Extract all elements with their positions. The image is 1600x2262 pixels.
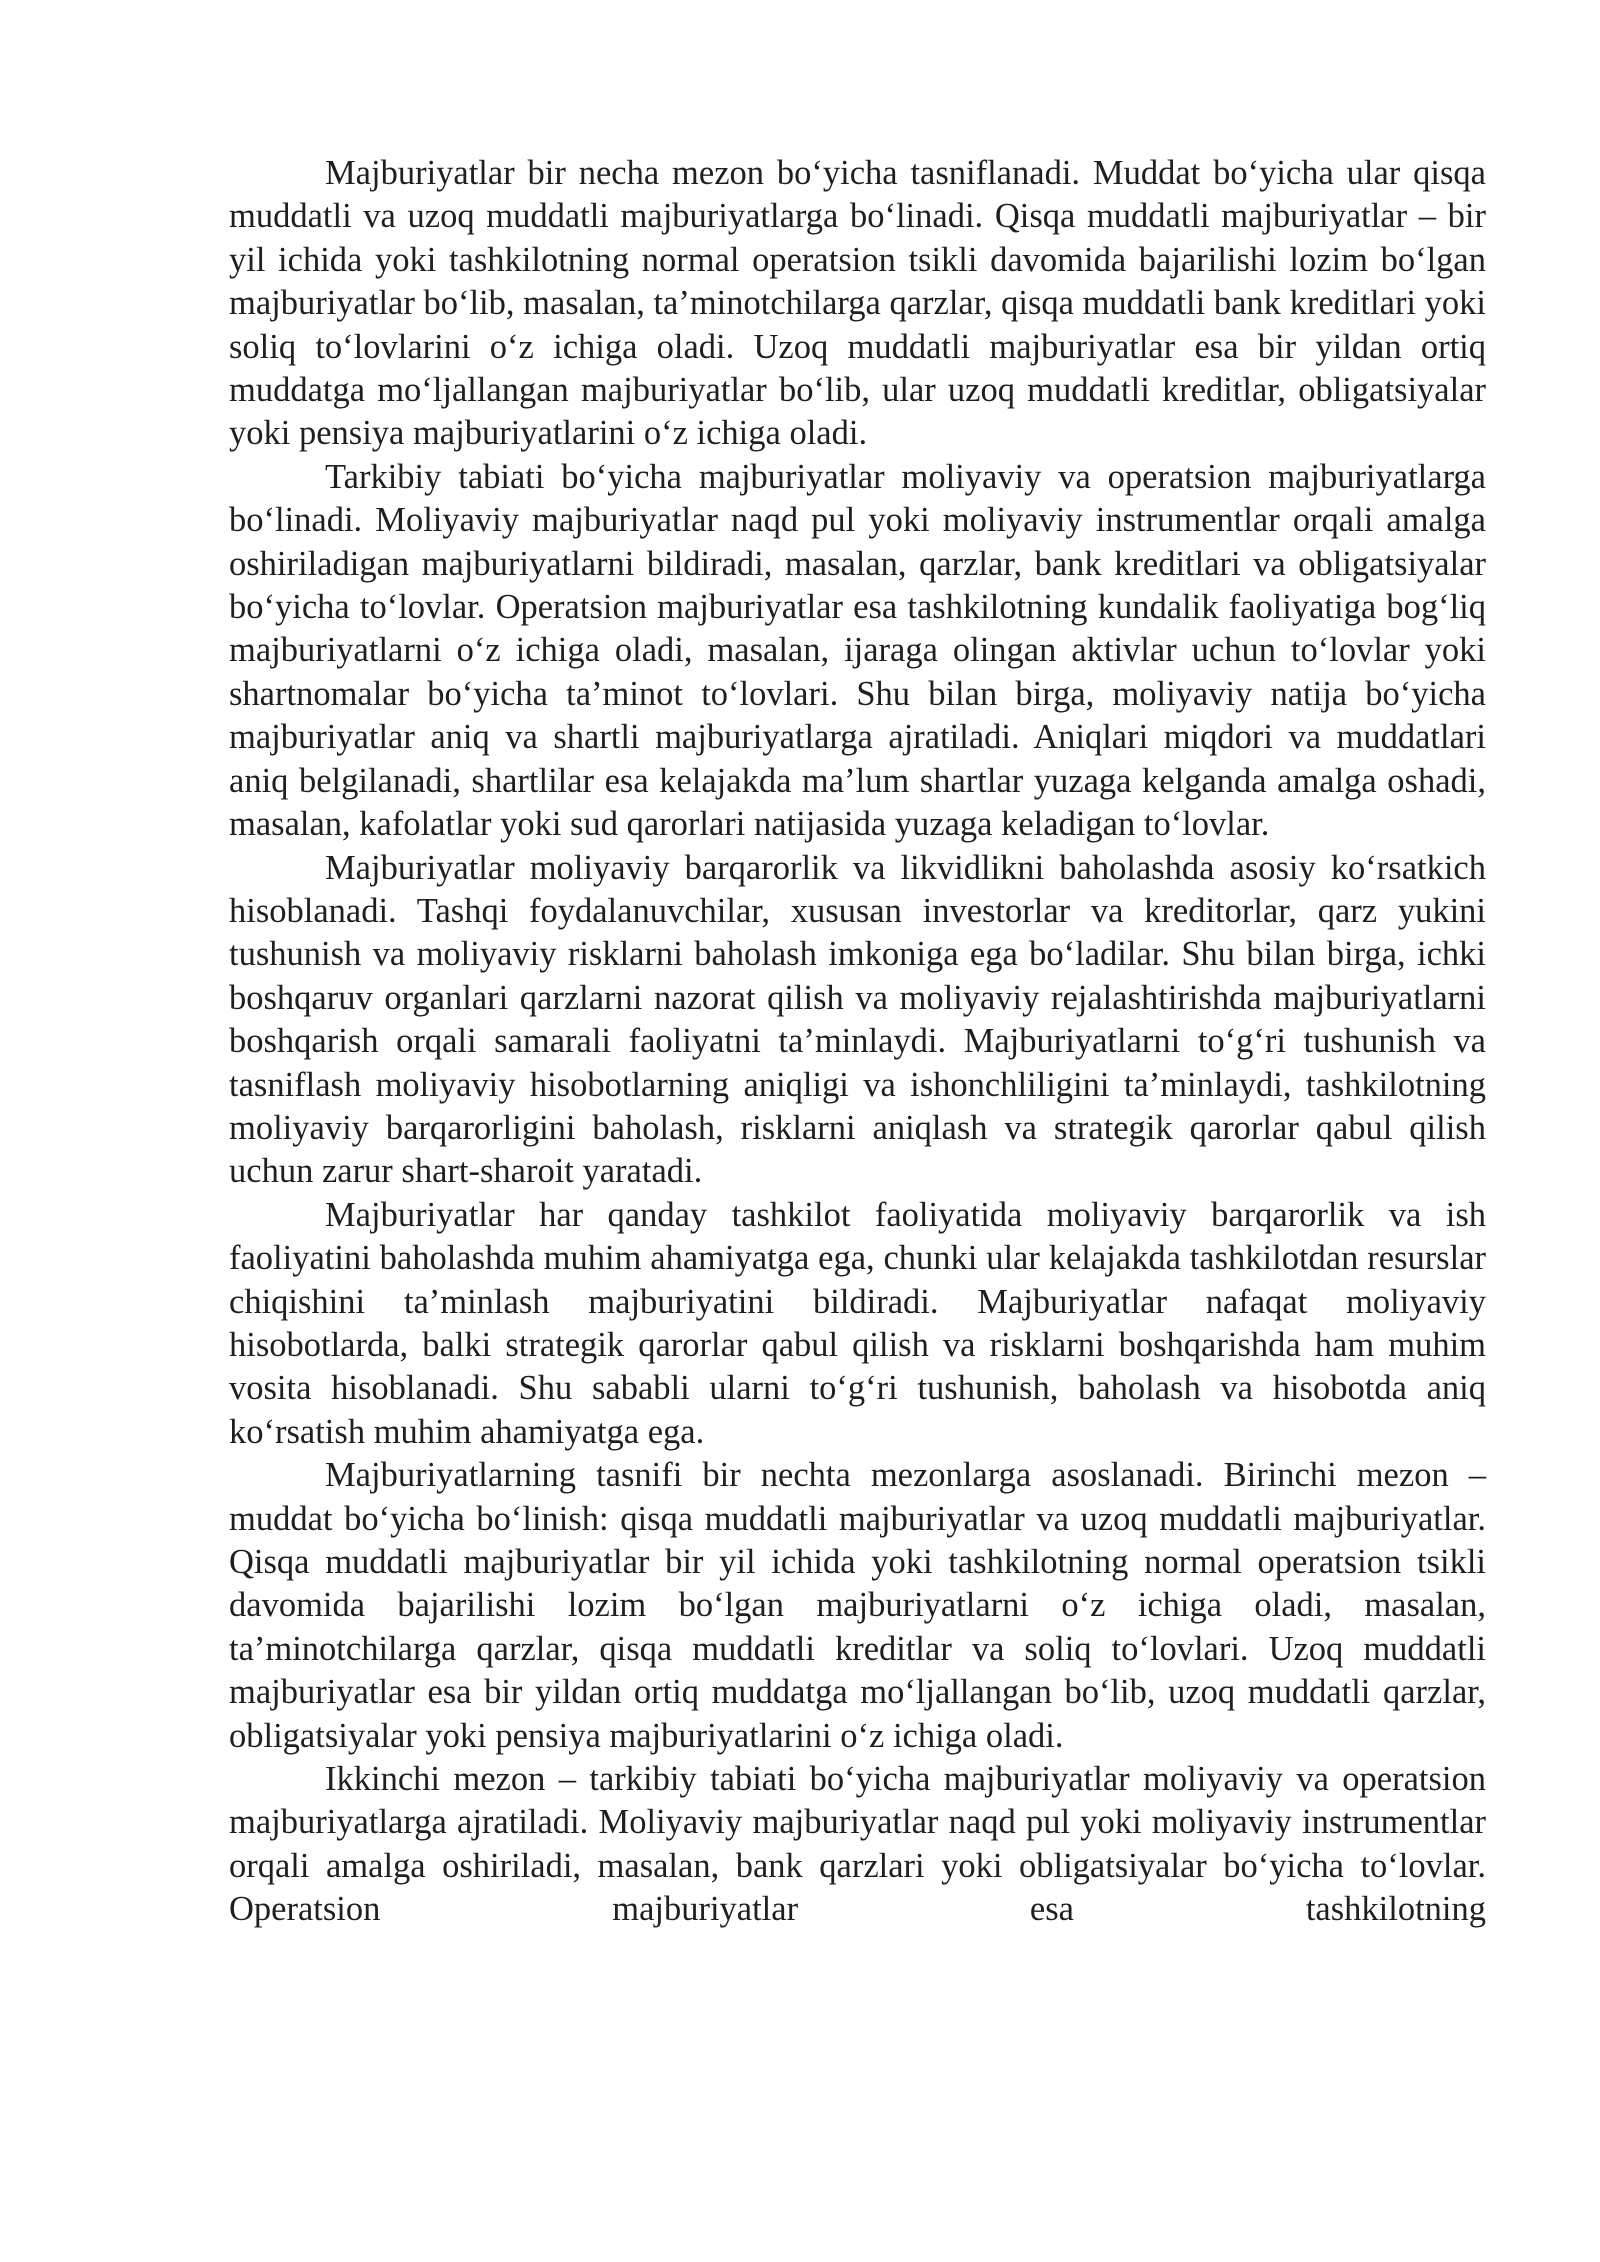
paragraph-term-classification: Majburiyatlar bir necha mezon bo‘yicha tasniflanadi. Muddat bo‘yicha ular qisqa muddatli va uzoq muddatli majburiyatlarga bo‘linadi. Qisqa muddatli majburiyatlar – bir yil ichida yoki tashkilotning normal operatsion tsikli davomida bajarilishi lozim bo‘lgan majburiyatlar bo‘lib, masalan, ta’minotchilarga qarzlar, qisqa muddatli bank kreditlari yoki soliq to‘lovlarini o‘z ichiga oladi. Uzoq muddatli majburiyatlar esa bir yildan ortiq muddatga mo‘ljallangan majburiyatlar bo‘lib, ular uzoq muddatli kreditlar, obligatsiyalar yoki pensiya majburiyatlarini o‘z ichiga oladi.: [229, 154, 1486, 453]
paragraph-first-criterion: Majburiyatlarning tasnifi bir nechta mezonlarga asoslanadi. Birinchi mezon – muddat bo‘yicha bo‘linish: qisqa muddatli majburiyatlar va uzoq muddatli majburiyatlar. Qisqa muddatli majburiyatlar bir yil ichida yoki tashkilotning normal operatsion tsikli davomida bajarilishi lozim bo‘lgan majburiyatlarni o‘z ichiga oladi, masalan, ta’minotchilarga qarzlar, qisqa muddatli kreditlar va soliq to‘lovlari. Uzoq muddatli majburiyatlar esa bir yildan ortiq muddatga mo‘ljallangan bo‘lib, uzoq muddatli qarzlar, obligatsiyalar yoki pensiya majburiyatlarini o‘z ichiga oladi.: [229, 1456, 1486, 1755]
paragraph-structural-nature: Tarkibiy tabiati bo‘yicha majburiyatlar moliyaviy va operatsion majburiyatlarga bo‘linadi. Moliyaviy majburiyatlar naqd pul yoki moliyaviy instrumentlar orqali amalga oshiriladigan majburiyatlarni bildiradi, masalan, qarzlar, bank kreditlari va obligatsiyalar bo‘yicha to‘lovlar. Operatsion majburiyatlar esa tashkilotning kundalik faoliyatiga bog‘liq majburiyatlarni o‘z ichiga oladi, masalan, ijaraga olingan aktivlar uchun to‘lovlar yoki shartnomalar bo‘yicha ta’minot to‘lovlari. Shu bilan birga, moliyaviy natija bo‘yicha majburiyatlar aniq va shartli majburiyatlarga ajratiladi. Aniqlari miqdori va muddatlari aniq belgilanadi, shartlilar esa kelajakda ma’lum shartlar yuzaga kelganda amalga oshadi, masalan, kafolatlar yoki sud qarorlari natijasida yuzaga keladigan to‘lovlar.: [229, 457, 1486, 844]
paragraph-importance: Majburiyatlar har qanday tashkilot faoliyatida moliyaviy barqarorlik va ish faoliyatini baholashda muhim ahamiyatga ega, chunki ular kelajakda tashkilotdan resurslar chiqishini ta’minlash majburiyatini bildiradi. Majburiyatlar nafaqat moliyaviy hisobotlarda, balki strategik qarorlar qabul qilish va risklarni boshqarishda ham muhim vosita hisoblanadi. Shu sababli ularni to‘g‘ri tushunish, baholash va hisobotda aniq ko‘rsatish muhim ahamiyatga ega.: [229, 1195, 1486, 1451]
document-body: [229, 152, 1486, 1932]
paragraph-second-criterion: Ikkinchi mezon – tarkibiy tabiati bo‘yicha majburiyatlar moliyaviy va operatsion majburiyatlarga ajratiladi. Moliyaviy majburiyatlar naqd pul yoki moliyaviy instrumentlar orqali amalga oshiriladi, masalan, bank qarzlari yoki obligatsiyalar bo‘yicha to‘lovlar. Operatsion majburiyatlar esa tashkilotning: [229, 1760, 1486, 1929]
paragraph-financial-stability: Majburiyatlar moliyaviy barqarorlik va likvidlikni baholashda asosiy ko‘rsatkich hisoblanadi. Tashqi foydalanuvchilar, xususan investorlar va kreditorlar, qarz yukini tushunish va moliyaviy risklarni baholash imkoniga ega bo‘ladilar. Shu bilan birga, ichki boshqaruv organlari qarzlarni nazorat qilish va moliyaviy rejalashtirishda majburiyatlarni boshqarish orqali samarali faoliyatni ta’minlaydi. Majburiyatlarni to‘g‘ri tushunish va tasniflash moliyaviy hisobotlarning aniqligi va ishonchliligini ta’minlaydi, tashkilotning moliyaviy barqarorligini baholash, risklarni aniqlash va strategik qarorlar qabul qilish uchun zarur shart-sharoit yaratadi.: [229, 848, 1486, 1191]
